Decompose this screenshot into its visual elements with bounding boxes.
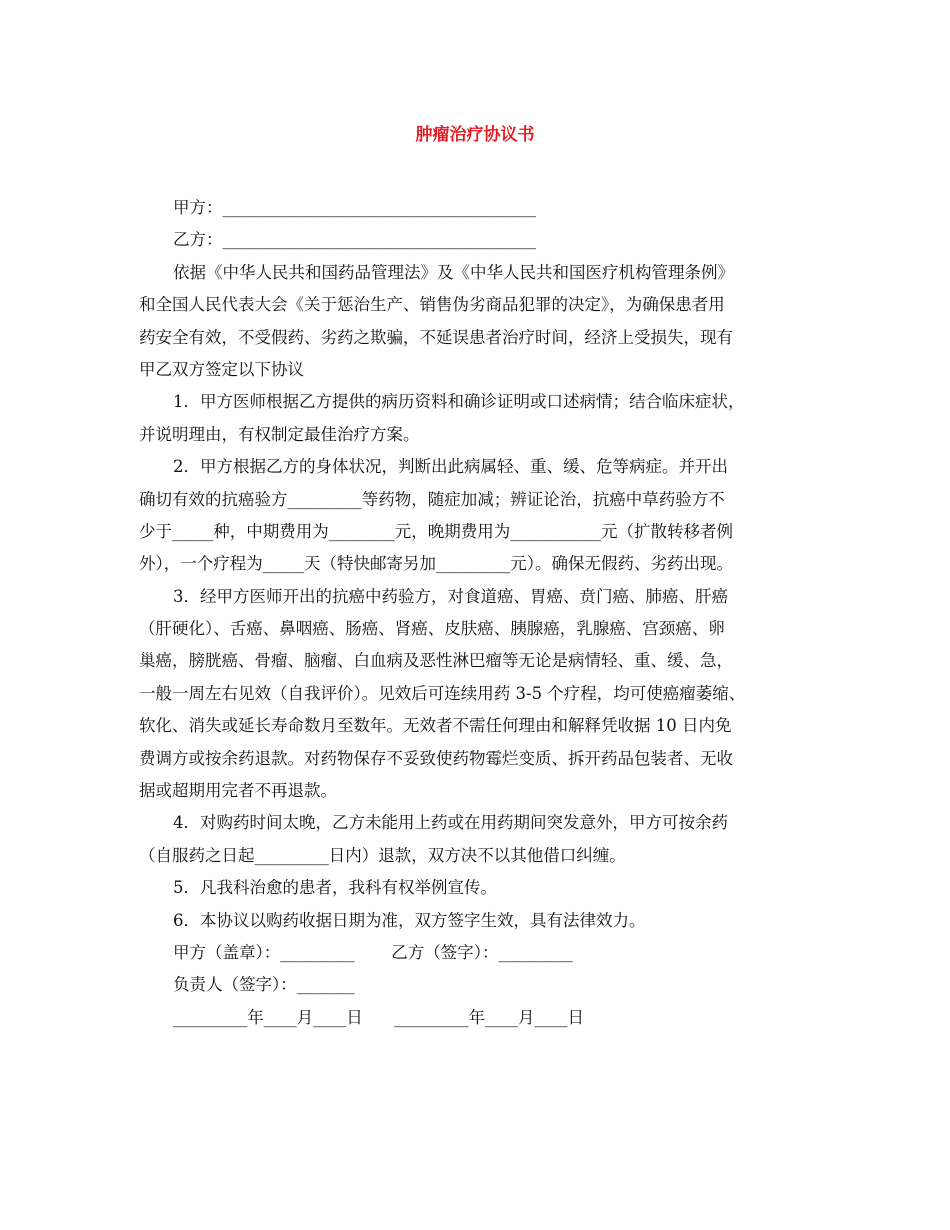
clause-3-line: 一般一周左右见效（自我评价）。见效后可连续用药 3-5 个疗程，均可使癌瘤萎缩、 bbox=[139, 683, 746, 703]
preamble-line: 甲乙双方签定以下协议 bbox=[139, 359, 304, 379]
clause-3-line: 费调方或按余药退款。对药物保存不妥致使药物霉烂变质、拆开药品包装者、无收 bbox=[139, 748, 733, 768]
clause-5-line: 5．凡我科治愈的患者，我科有权举例宣传。 bbox=[173, 878, 497, 898]
clause-1-line: 并说明理由，有权制定最佳治疗方案。 bbox=[139, 424, 420, 444]
preamble-line: 药安全有效，不受假药、劣药之欺骗，不延误患者治疗时间，经济上受损失，现有 bbox=[139, 327, 733, 347]
date-line: _________年____月____日 _________年____月____日 bbox=[173, 1007, 584, 1027]
preamble-line: 和全国人民代表大会《关于惩治生产、销售伪劣商品犯罪的决定》，为确保患者用 bbox=[139, 295, 725, 315]
signature-line: 甲方（盖章）：_________ 乙方（签字）：_________ bbox=[173, 942, 573, 962]
clause-2-line: 确切有效的抗癌验方_________等药物，随症加减；辨证论治，抗癌中草药验方不 bbox=[139, 489, 725, 509]
clause-6-line: 6．本协议以购药收据日期为准，双方签字生效，具有法律效力。 bbox=[173, 910, 646, 930]
party-b-line: 乙方：______________________________________ bbox=[173, 230, 536, 250]
clause-3-line: （肝硬化）、舌癌、鼻咽癌、肠癌、肾癌、皮肤癌、胰腺癌，乳腺癌、宫颈癌、卵 bbox=[139, 619, 725, 639]
responsible-person-line: 负责人（签字）：_______ bbox=[173, 975, 355, 995]
clause-3-line: 巢癌，膀胱癌、骨瘤、脑瘤、白血病及恶性淋巴瘤等无论是病情轻、重、缓、急， bbox=[139, 651, 733, 671]
document-body bbox=[139, 192, 829, 1034]
clause-2-line: 外），一个疗程为_____天（特快邮寄另加_________元）。确保无假药、劣药出现。 bbox=[139, 554, 733, 574]
clause-4-line: 4．对购药时间太晚，乙方未能用上药或在用药期间突发意外，甲方可按余药 bbox=[173, 813, 728, 833]
party-a-line: 甲方：______________________________________ bbox=[173, 198, 536, 217]
clause-2-line: 2．甲方根据乙方的身体状况，判断出此病属轻、重、缓、危等病症。并开出 bbox=[173, 457, 728, 477]
clause-1-line: 1．甲方医师根据乙方提供的病历资料和确诊证明或口述病情；结合临床症状， bbox=[173, 392, 745, 412]
clause-3-line: 软化、消失或延长寿命数月至数年。无效者不需任何理由和解释凭收据 10 日内免 bbox=[139, 716, 732, 736]
clause-4-line: （自服药之日起_________日内）退款，双方决不以其他借口纠缠。 bbox=[139, 845, 626, 865]
document-title: 肿瘤治疗协议书 bbox=[415, 125, 535, 145]
clause-2-line: 少于_____种，中期费用为________元，晚期费用为___________元（扩散转移者例 bbox=[139, 521, 733, 541]
preamble-line: 依据《中华人民共和国药品管理法》及《中华人民共和国医疗机构管理条例》 bbox=[173, 262, 734, 282]
clause-3-line: 3．经甲方医师开出的抗癌中药验方，对食道癌、胃癌、贲门癌、肺癌、肝癌 bbox=[173, 586, 728, 606]
clause-3-line: 据或超期用完者不再退款。 bbox=[139, 781, 337, 801]
